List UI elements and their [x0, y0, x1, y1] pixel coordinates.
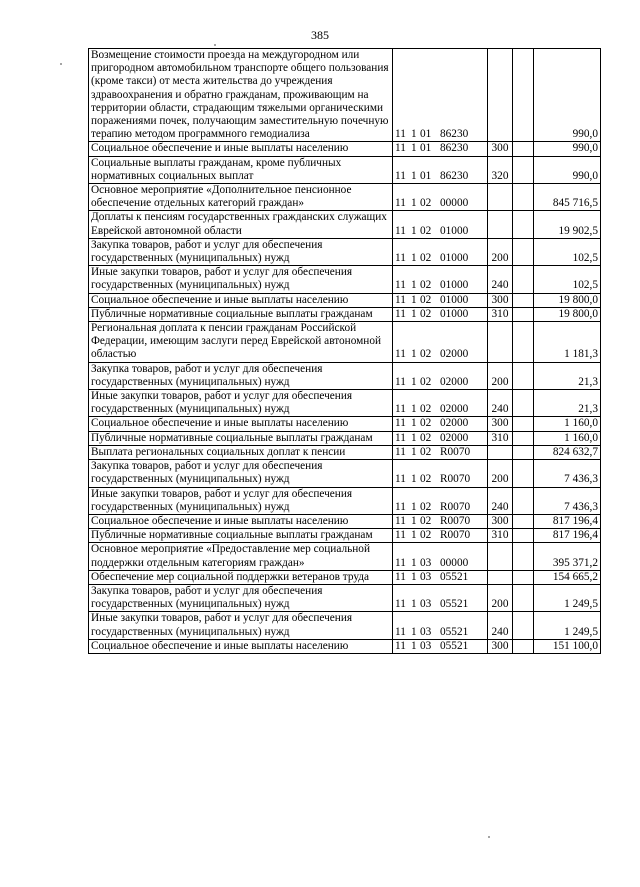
row-name: Выплата региональных социальных доплат к пенсии — [89, 445, 393, 459]
code-article: 00000 — [440, 556, 469, 569]
row-code — [393, 417, 488, 431]
row-name: Публичные нормативные социальные выплаты гражданам — [89, 431, 393, 445]
row-code — [393, 390, 488, 417]
code-subsection: 1 — [411, 128, 417, 141]
code-section: 11 — [395, 128, 406, 141]
code-program: 02 — [420, 197, 432, 210]
row-code — [393, 612, 488, 639]
row-expense-type: 300 — [488, 514, 513, 528]
code-section: 11 — [395, 514, 406, 527]
row-name: Социальное обеспечение и иные выплаты населению — [89, 417, 393, 431]
row-name: Региональная доплата к пенсии гражданам Российской Федерации, имеющим заслуги перед Еврейской автономной областью — [89, 322, 393, 363]
code-section: 11 — [395, 307, 406, 320]
code-subsection: 1 — [411, 625, 417, 638]
code-program: 01 — [420, 169, 432, 182]
table-row — [89, 49, 601, 142]
row-amount: 395 371,2 — [534, 543, 601, 570]
row-code — [393, 307, 488, 321]
row-name: Закупка товаров, работ и услуг для обеспечения государственных (муниципальных) нужд — [89, 584, 393, 611]
row-empty-cell — [513, 211, 534, 238]
row-name: Социальные выплаты гражданам, кроме публичных нормативных социальных выплат — [89, 156, 393, 183]
row-name: Социальное обеспечение и иные выплаты населению — [89, 293, 393, 307]
code-article: R0070 — [440, 500, 471, 513]
row-empty-cell — [513, 142, 534, 156]
row-code — [393, 293, 488, 307]
code-article: R0070 — [440, 473, 471, 486]
row-amount: 817 196,4 — [534, 529, 601, 543]
row-empty-cell — [513, 156, 534, 183]
code-article: 05521 — [440, 598, 469, 611]
table-row — [89, 487, 601, 514]
row-empty-cell — [513, 431, 534, 445]
row-expense-type — [488, 543, 513, 570]
table-row — [89, 362, 601, 389]
code-subsection: 1 — [411, 224, 417, 237]
row-amount: 7 436,3 — [534, 487, 601, 514]
row-expense-type: 200 — [488, 460, 513, 487]
row-expense-type: 320 — [488, 156, 513, 183]
code-subsection: 1 — [411, 375, 417, 388]
row-empty-cell — [513, 184, 534, 211]
code-subsection: 1 — [411, 403, 417, 416]
code-subsection: 1 — [411, 556, 417, 569]
row-amount: 102,5 — [534, 238, 601, 265]
table-row — [89, 142, 601, 156]
code-program: 02 — [420, 279, 432, 292]
row-expense-type — [488, 445, 513, 459]
code-section: 11 — [395, 142, 406, 155]
row-name: Публичные нормативные социальные выплаты гражданам — [89, 307, 393, 321]
code-program: 03 — [420, 639, 432, 652]
row-amount: 990,0 — [534, 142, 601, 156]
row-empty-cell — [513, 487, 534, 514]
row-amount: 151 100,0 — [534, 639, 601, 653]
row-empty-cell — [513, 417, 534, 431]
code-section: 11 — [395, 529, 406, 542]
budget-table-body — [89, 49, 601, 654]
scan-speck — [214, 44, 216, 46]
row-name: Закупка товаров, работ и услуг для обеспечения государственных (муниципальных) нужд — [89, 238, 393, 265]
code-section: 11 — [395, 570, 406, 583]
code-program: 02 — [420, 348, 432, 361]
row-expense-type: 240 — [488, 612, 513, 639]
table-row — [89, 431, 601, 445]
row-amount: 845 716,5 — [534, 184, 601, 211]
code-subsection: 1 — [411, 417, 417, 430]
row-empty-cell — [513, 445, 534, 459]
code-section: 11 — [395, 625, 406, 638]
row-empty-cell — [513, 543, 534, 570]
code-section: 11 — [395, 445, 406, 458]
code-section: 11 — [395, 375, 406, 388]
code-program: 01 — [420, 142, 432, 155]
code-program: 02 — [420, 529, 432, 542]
code-section: 11 — [395, 169, 406, 182]
code-section: 11 — [395, 224, 406, 237]
code-program: 02 — [420, 445, 432, 458]
row-amount: 154 665,2 — [534, 570, 601, 584]
table-row — [89, 322, 601, 363]
row-name: Публичные нормативные социальные выплаты гражданам — [89, 529, 393, 543]
row-code — [393, 362, 488, 389]
code-program: 02 — [420, 293, 432, 306]
table-row — [89, 570, 601, 584]
code-subsection: 1 — [411, 252, 417, 265]
row-code — [393, 460, 488, 487]
row-name: Основное мероприятие «Дополнительное пенсионное обеспечение отдельных категорий граждан» — [89, 184, 393, 211]
code-article: 02000 — [440, 348, 469, 361]
row-code — [393, 211, 488, 238]
code-program: 02 — [420, 417, 432, 430]
code-subsection: 1 — [411, 445, 417, 458]
row-expense-type — [488, 570, 513, 584]
row-expense-type: 300 — [488, 142, 513, 156]
row-expense-type: 200 — [488, 362, 513, 389]
scan-speck — [488, 836, 490, 838]
row-empty-cell — [513, 514, 534, 528]
code-subsection: 1 — [411, 570, 417, 583]
table-row — [89, 543, 601, 570]
row-name: Социальное обеспечение и иные выплаты населению — [89, 514, 393, 528]
row-expense-type: 300 — [488, 293, 513, 307]
row-amount: 102,5 — [534, 266, 601, 293]
code-section: 11 — [395, 473, 406, 486]
row-name: Иные закупки товаров, работ и услуг для обеспечения государственных (муниципальных) нужд — [89, 266, 393, 293]
code-section: 11 — [395, 500, 406, 513]
code-article: 01000 — [440, 279, 469, 292]
row-empty-cell — [513, 322, 534, 363]
row-name: Доплаты к пенсиям государственных гражданских служащих Еврейской автономной области — [89, 211, 393, 238]
code-subsection: 1 — [411, 598, 417, 611]
row-amount: 817 196,4 — [534, 514, 601, 528]
table-row — [89, 529, 601, 543]
code-program: 02 — [420, 403, 432, 416]
code-article: 02000 — [440, 431, 469, 444]
code-article: 86230 — [440, 169, 469, 182]
row-name: Основное мероприятие «Предоставление мер социальной поддержки отдельным категориям граждан» — [89, 543, 393, 570]
code-article: 02000 — [440, 403, 469, 416]
row-code — [393, 49, 488, 142]
row-name: Социальное обеспечение и иные выплаты населению — [89, 142, 393, 156]
table-row — [89, 584, 601, 611]
table-row — [89, 612, 601, 639]
row-empty-cell — [513, 238, 534, 265]
row-code — [393, 142, 488, 156]
budget-table — [88, 48, 601, 654]
code-subsection: 1 — [411, 529, 417, 542]
table-row — [89, 184, 601, 211]
table-row — [89, 211, 601, 238]
code-section: 11 — [395, 639, 406, 652]
code-subsection: 1 — [411, 197, 417, 210]
code-program: 02 — [420, 252, 432, 265]
row-code — [393, 322, 488, 363]
code-article: R0070 — [440, 514, 471, 527]
table-row — [89, 156, 601, 183]
row-name: Иные закупки товаров, работ и услуг для обеспечения государственных (муниципальных) нужд — [89, 612, 393, 639]
code-article: 86230 — [440, 142, 469, 155]
code-article: 05521 — [440, 639, 469, 652]
table-row — [89, 460, 601, 487]
row-code — [393, 543, 488, 570]
code-subsection: 1 — [411, 307, 417, 320]
row-amount: 19 902,5 — [534, 211, 601, 238]
row-amount: 824 632,7 — [534, 445, 601, 459]
row-empty-cell — [513, 49, 534, 142]
code-subsection: 1 — [411, 431, 417, 444]
row-empty-cell — [513, 612, 534, 639]
row-code — [393, 570, 488, 584]
code-section: 11 — [395, 598, 406, 611]
row-expense-type — [488, 184, 513, 211]
row-expense-type: 310 — [488, 431, 513, 445]
code-program: 02 — [420, 224, 432, 237]
row-name: Социальное обеспечение и иные выплаты населению — [89, 639, 393, 653]
scan-speck — [60, 63, 62, 65]
code-section: 11 — [395, 279, 406, 292]
code-article: 05521 — [440, 570, 469, 583]
table-row — [89, 293, 601, 307]
code-section: 11 — [395, 417, 406, 430]
row-amount: 19 800,0 — [534, 307, 601, 321]
row-name: Иные закупки товаров, работ и услуг для обеспечения государственных (муниципальных) нужд — [89, 487, 393, 514]
table-row — [89, 307, 601, 321]
code-program: 02 — [420, 307, 432, 320]
code-subsection: 1 — [411, 169, 417, 182]
row-empty-cell — [513, 570, 534, 584]
code-subsection: 1 — [411, 293, 417, 306]
row-amount: 1 160,0 — [534, 417, 601, 431]
row-amount: 19 800,0 — [534, 293, 601, 307]
code-section: 11 — [395, 293, 406, 306]
row-expense-type: 310 — [488, 529, 513, 543]
code-subsection: 1 — [411, 500, 417, 513]
row-expense-type: 200 — [488, 584, 513, 611]
row-expense-type: 240 — [488, 487, 513, 514]
row-name: Иные закупки товаров, работ и услуг для обеспечения государственных (муниципальных) нужд — [89, 390, 393, 417]
row-code — [393, 445, 488, 459]
row-code — [393, 487, 488, 514]
row-amount: 1 160,0 — [534, 431, 601, 445]
row-code — [393, 184, 488, 211]
code-article: 01000 — [440, 224, 469, 237]
row-expense-type — [488, 49, 513, 142]
code-article: 01000 — [440, 307, 469, 320]
row-empty-cell — [513, 529, 534, 543]
row-empty-cell — [513, 639, 534, 653]
table-row — [89, 266, 601, 293]
row-code — [393, 431, 488, 445]
code-article: R0070 — [440, 529, 471, 542]
code-section: 11 — [395, 431, 406, 444]
row-name: Обеспечение мер социальной поддержки ветеранов труда — [89, 570, 393, 584]
row-amount: 21,3 — [534, 362, 601, 389]
table-row — [89, 238, 601, 265]
code-program: 03 — [420, 598, 432, 611]
code-subsection: 1 — [411, 279, 417, 292]
code-article: 02000 — [440, 375, 469, 388]
row-code — [393, 529, 488, 543]
code-subsection: 1 — [411, 142, 417, 155]
row-expense-type: 300 — [488, 639, 513, 653]
table-row — [89, 639, 601, 653]
code-article: 00000 — [440, 197, 469, 210]
table-row — [89, 445, 601, 459]
row-empty-cell — [513, 307, 534, 321]
code-article: 05521 — [440, 625, 469, 638]
row-expense-type — [488, 211, 513, 238]
code-article: 01000 — [440, 252, 469, 265]
row-amount: 1 249,5 — [534, 612, 601, 639]
page-number: 385 — [311, 28, 329, 42]
code-program: 01 — [420, 128, 432, 141]
row-amount: 21,3 — [534, 390, 601, 417]
code-article: R0070 — [440, 445, 471, 458]
code-subsection: 1 — [411, 473, 417, 486]
row-empty-cell — [513, 584, 534, 611]
code-program: 02 — [420, 514, 432, 527]
table-row — [89, 417, 601, 431]
row-empty-cell — [513, 390, 534, 417]
code-program: 02 — [420, 473, 432, 486]
row-empty-cell — [513, 460, 534, 487]
row-amount: 7 436,3 — [534, 460, 601, 487]
code-program: 03 — [420, 625, 432, 638]
row-empty-cell — [513, 362, 534, 389]
row-expense-type — [488, 322, 513, 363]
code-program: 02 — [420, 431, 432, 444]
code-article: 01000 — [440, 293, 469, 306]
row-name: Закупка товаров, работ и услуг для обеспечения государственных (муниципальных) нужд — [89, 460, 393, 487]
row-empty-cell — [513, 293, 534, 307]
row-amount: 1 181,3 — [534, 322, 601, 363]
code-article: 86230 — [440, 128, 469, 141]
row-name: Возмещение стоимости проезда на междугородном или пригородном автомобильном транспорте общего пользования (кроме такси) от места жительства до учреждения здравоохранения и обратно гражданам, проживающим на территории области, страдающим тяжелыми органическими поражениями почек, получающим заместительную почечную терапию методом программного гемодиализа — [89, 49, 393, 142]
code-subsection: 1 — [411, 348, 417, 361]
code-section: 11 — [395, 403, 406, 416]
row-amount: 990,0 — [534, 156, 601, 183]
table-row — [89, 390, 601, 417]
row-code — [393, 514, 488, 528]
row-code — [393, 156, 488, 183]
code-program: 03 — [420, 556, 432, 569]
row-code — [393, 238, 488, 265]
code-subsection: 1 — [411, 514, 417, 527]
code-article: 02000 — [440, 417, 469, 430]
code-program: 03 — [420, 570, 432, 583]
row-code — [393, 266, 488, 293]
code-section: 11 — [395, 197, 406, 210]
row-expense-type: 240 — [488, 390, 513, 417]
row-amount: 990,0 — [534, 49, 601, 142]
row-amount: 1 249,5 — [534, 584, 601, 611]
row-expense-type: 200 — [488, 238, 513, 265]
row-expense-type: 300 — [488, 417, 513, 431]
row-empty-cell — [513, 266, 534, 293]
table-row — [89, 514, 601, 528]
code-program: 02 — [420, 375, 432, 388]
row-code — [393, 584, 488, 611]
row-expense-type: 240 — [488, 266, 513, 293]
code-subsection: 1 — [411, 639, 417, 652]
code-section: 11 — [395, 556, 406, 569]
code-section: 11 — [395, 348, 406, 361]
row-code — [393, 639, 488, 653]
code-program: 02 — [420, 500, 432, 513]
code-section: 11 — [395, 252, 406, 265]
row-name: Закупка товаров, работ и услуг для обеспечения государственных (муниципальных) нужд — [89, 362, 393, 389]
row-expense-type: 310 — [488, 307, 513, 321]
